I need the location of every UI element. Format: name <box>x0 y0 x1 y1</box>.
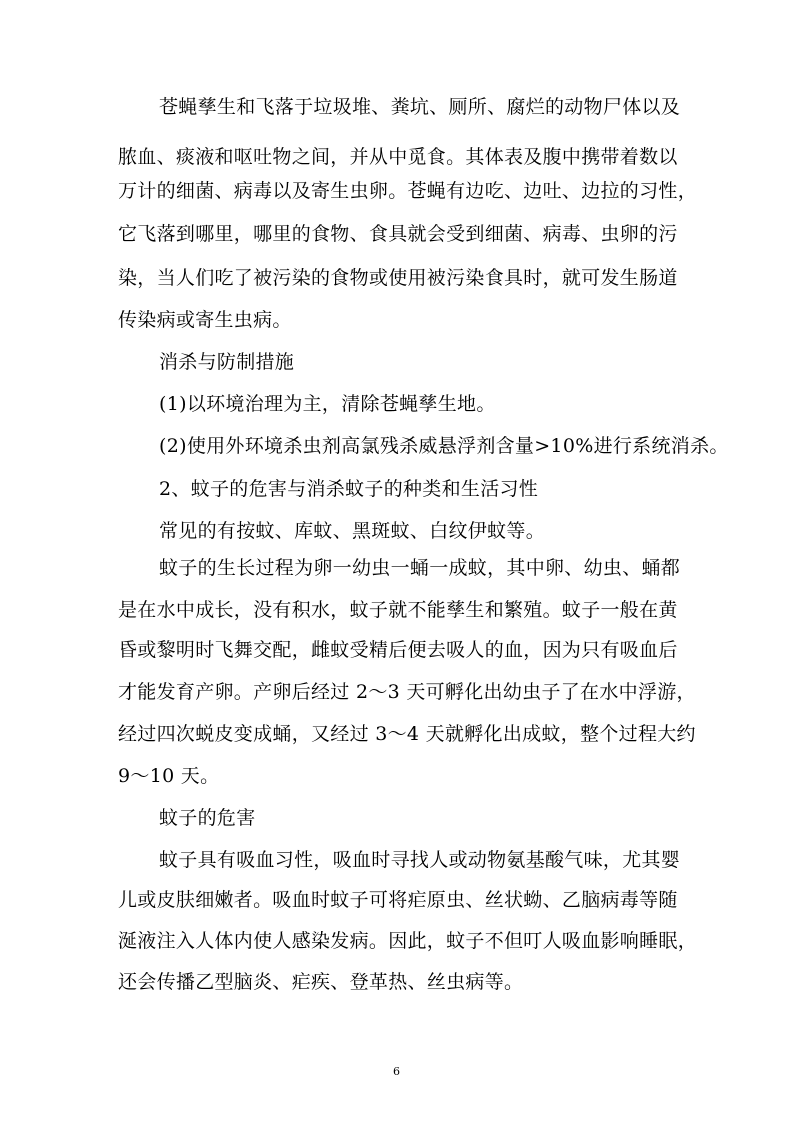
paragraph-line: 还会传播乙型脑炎、疟疾、登革热、丝虫病等。 <box>118 971 524 993</box>
section-heading: 2、蚊子的危害与消杀蚊子的种类和生活习性 <box>159 478 539 500</box>
paragraph-line: 蚊子的生长过程为卵一幼虫一蛹一成蚊，其中卵、幼虫、蛹都 <box>159 557 681 579</box>
paragraph-line: 染，当人们吃了被污染的食物或使用被污染食具时，就可发生肠道 <box>118 267 678 289</box>
paragraph-line: 传染病或寄生虫病。 <box>118 309 292 331</box>
page-number: 6 <box>393 1065 400 1078</box>
measure-item: (2)使用外环境杀虫剂高氯残杀威悬浮剂含量>10%进行系统消杀。 <box>159 435 729 457</box>
paragraph-line: 涎液注入人体内使人感染发病。因此，蚊子不但叮人吸血影响睡眠， <box>118 930 698 952</box>
measure-item: (1)以环境治理为主，清除苍蝇孳生地。 <box>159 393 496 415</box>
paragraph-line: 才能发育产卵。产卵后经过 2～3 天可孵化出幼虫子了在水中浮游， <box>118 681 696 703</box>
paragraph-line: 昏或黎明时飞舞交配，雌蚊受精后便去吸人的血，因为只有吸血后 <box>118 639 678 661</box>
paragraph-line: 蚊子具有吸血习性，吸血时寻找人或动物氨基酸气味，尤其婴 <box>159 849 681 871</box>
paragraph-line: 苍蝇孳生和飞落于垃圾堆、粪坑、厕所、腐烂的动物尸体以及 <box>159 96 681 118</box>
section-heading: 蚊子的危害 <box>159 807 256 829</box>
paragraph-line: 儿或皮肤细嫩者。吸血时蚊子可将疟原虫、丝状蚴、乙脑病毒等随 <box>118 889 678 911</box>
paragraph-line: 经过四次蜕皮变成蛹，又经过 3～4 天就孵化出成蚊，整个过程大约 <box>118 723 696 745</box>
paragraph-line: 脓血、痰液和呕吐物之间，并从中觅食。其体表及腹中携带着数以 <box>118 146 678 168</box>
paragraph-line: 是在水中成长，没有积水，蚊子就不能孳生和繁殖。蚊子一般在黄 <box>118 599 678 621</box>
section-heading: 消杀与防制措施 <box>159 351 295 373</box>
paragraph-line: 它飞落到哪里，哪里的食物、食具就会受到细菌、病毒、虫卵的污 <box>118 223 678 245</box>
paragraph-line: 常见的有按蚊、库蚊、黑斑蚊、白纹伊蚊等。 <box>159 520 546 542</box>
paragraph-line: 9～10 天。 <box>118 765 220 787</box>
paragraph-line: 万计的细菌、病毒以及寄生虫卵。苍蝇有边吃、边吐、边拉的习性， <box>118 180 698 202</box>
